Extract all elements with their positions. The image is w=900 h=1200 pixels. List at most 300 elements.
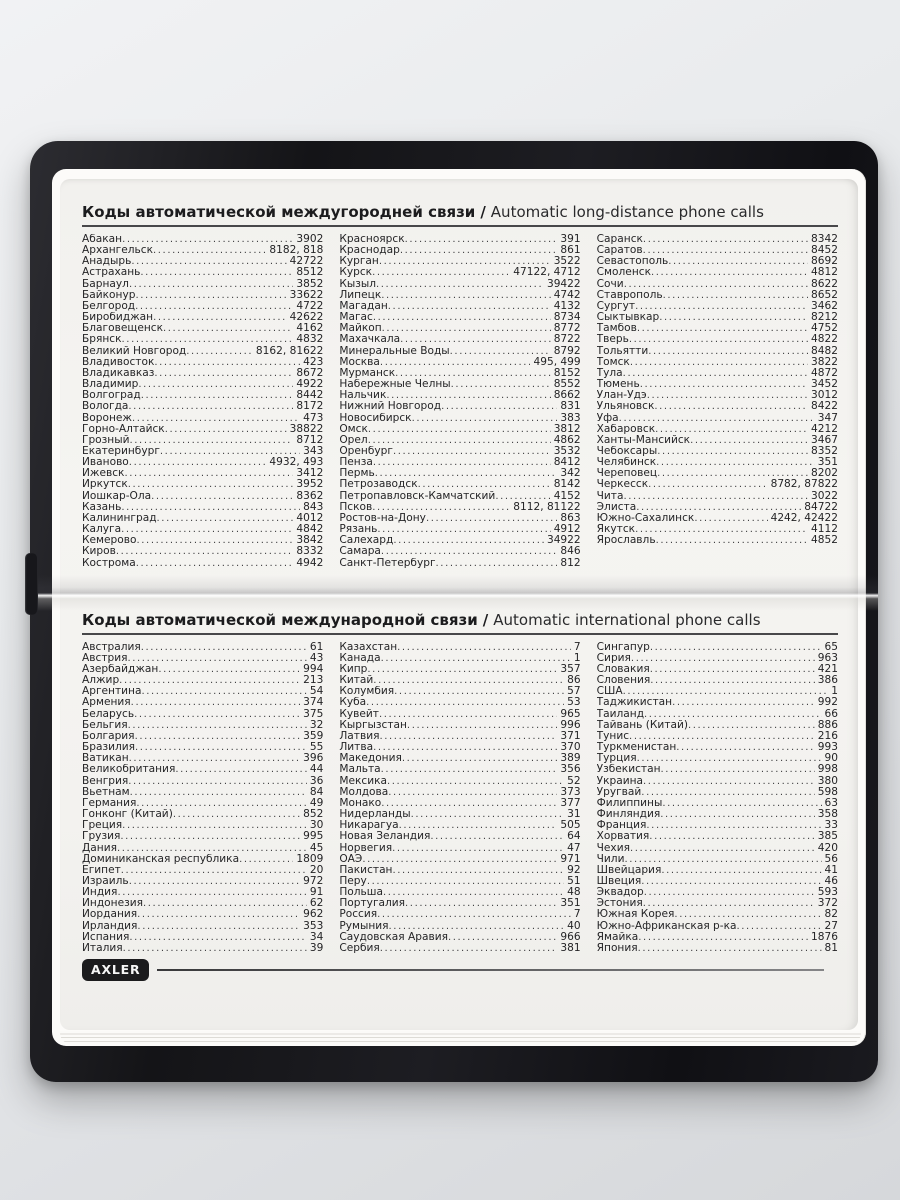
place-name: Липецк	[339, 289, 382, 301]
dot-leader	[367, 876, 564, 887]
dot-leader	[641, 787, 814, 798]
phone-code: 995	[303, 831, 324, 843]
phone-code: 30	[309, 820, 324, 832]
table-row	[82, 697, 323, 708]
place-name: Пенза	[339, 457, 373, 469]
table-row	[339, 731, 580, 742]
place-name: Таиланд	[596, 708, 645, 720]
place-name: Майкоп	[339, 323, 382, 335]
phone-code: 812	[560, 557, 581, 569]
place-name: Перу	[339, 875, 367, 887]
place-name: Рязань	[339, 524, 378, 536]
place-name: Байконур	[82, 289, 136, 301]
phone-code: 358	[817, 809, 838, 821]
table-row	[339, 279, 580, 290]
table-row	[339, 697, 580, 708]
dot-leader	[655, 424, 808, 435]
place-name: Норвегия	[339, 842, 393, 854]
place-name: Чехия	[596, 842, 630, 854]
table-row	[597, 776, 838, 787]
phone-code: 8782, 87822	[770, 479, 838, 491]
dot-leader	[644, 887, 815, 898]
dot-leader	[379, 731, 557, 742]
dot-leader	[659, 312, 808, 323]
dot-leader	[395, 368, 551, 379]
notebook-cover	[30, 141, 878, 1082]
table-row	[597, 697, 838, 708]
table-row	[597, 642, 838, 653]
place-name: Магас	[339, 312, 373, 324]
place-name: Дания	[82, 842, 117, 854]
section-title-ru: Коды автоматической международной связи	[82, 610, 478, 629]
dot-leader	[137, 909, 300, 920]
table-row	[597, 346, 838, 357]
dot-leader	[121, 502, 300, 513]
phone-code: 47	[567, 842, 581, 854]
dot-leader	[646, 820, 821, 831]
phone-code: 863	[560, 512, 581, 524]
table-row	[339, 401, 580, 412]
table-row	[597, 424, 838, 435]
phone-code: 46	[824, 875, 838, 887]
place-name: Мурманск	[339, 367, 396, 379]
phone-code: 31	[567, 809, 581, 821]
dot-leader	[397, 642, 571, 653]
place-name: Пакистан	[339, 864, 393, 876]
phone-code: 33	[824, 820, 838, 832]
dot-leader	[135, 731, 301, 742]
phone-code: 831	[560, 401, 581, 413]
place-name: Доминиканская республика	[82, 853, 240, 865]
place-name: Армения	[82, 697, 131, 709]
dot-leader	[648, 479, 767, 490]
table-row	[339, 809, 580, 820]
place-name: Ватикан	[82, 753, 129, 765]
place-name: Нальчик	[339, 390, 387, 402]
table-row	[597, 675, 838, 686]
table-row	[339, 256, 580, 267]
table-row	[82, 720, 323, 731]
table-row	[597, 446, 838, 457]
place-name: Швейцария	[596, 864, 662, 876]
table-row	[82, 653, 323, 664]
place-name: Пермь	[339, 468, 375, 480]
dot-leader	[138, 379, 293, 390]
table-row	[597, 290, 838, 301]
dot-leader	[135, 301, 293, 312]
place-name: Анадырь	[82, 256, 132, 268]
table-row	[82, 524, 323, 535]
table-row	[82, 932, 323, 943]
place-name: Ямайка	[596, 931, 639, 943]
dot-leader	[136, 798, 306, 809]
phone-code: 353	[303, 920, 324, 932]
phone-code: 4212	[811, 423, 838, 435]
dot-leader	[623, 368, 808, 379]
dot-leader	[160, 446, 300, 457]
phone-code: 965	[560, 708, 581, 720]
dot-leader	[662, 798, 821, 809]
table-row	[339, 357, 580, 368]
dot-leader	[362, 854, 557, 865]
dot-leader	[186, 346, 253, 357]
page-stack	[52, 169, 866, 1046]
table-row	[597, 323, 838, 334]
table-row	[597, 854, 838, 865]
table-row	[597, 831, 838, 842]
place-name: Санкт-Петербург	[339, 557, 436, 569]
place-name: Вьетнам	[82, 786, 130, 798]
place-name: Сингапур	[596, 641, 650, 653]
place-name: Колумбия	[339, 686, 395, 698]
place-name: Петропавловск-Камчатский	[339, 490, 496, 502]
place-name: Горно-Алтайск	[82, 423, 165, 435]
phone-code: 383	[560, 412, 581, 424]
place-name: Грузия	[82, 831, 121, 843]
table-row	[597, 379, 838, 390]
table-row	[82, 887, 323, 898]
dot-leader	[120, 831, 300, 842]
table-row	[597, 686, 838, 697]
dot-leader	[495, 491, 550, 502]
dot-leader	[630, 843, 815, 854]
place-name: Чита	[596, 490, 624, 502]
place-name: Казань	[82, 501, 122, 513]
table-row	[597, 312, 838, 323]
phone-code: 42622	[289, 312, 324, 324]
dot-leader	[123, 943, 307, 954]
phone-code: 423	[303, 356, 324, 368]
table-row	[339, 368, 580, 379]
place-name: Саудовская Аравия	[339, 931, 448, 943]
table-row	[597, 334, 838, 345]
phone-code: 4242, 42422	[770, 512, 838, 524]
table-row	[82, 346, 323, 357]
place-name: Гонконг (Китай)	[82, 809, 173, 821]
phone-code: 8722	[553, 334, 581, 346]
phone-code: 357	[560, 664, 581, 675]
table-row	[82, 401, 323, 412]
table-row	[82, 334, 323, 345]
place-name: Владивосток	[82, 356, 155, 368]
phone-code: 52	[567, 775, 581, 787]
table-row	[82, 843, 323, 854]
dot-leader	[117, 843, 307, 854]
phone-code: 1809	[296, 853, 324, 865]
place-name: Южно-Африканская р-ка	[596, 920, 737, 932]
dot-leader	[136, 535, 293, 546]
phone-code: 8662	[553, 390, 581, 402]
dot-leader	[367, 664, 557, 675]
dot-leader	[638, 932, 808, 943]
phone-code: 962	[303, 909, 324, 921]
phone-code: 4742	[553, 289, 581, 301]
place-name: Улан-Удэ	[596, 390, 647, 402]
dot-leader	[141, 686, 306, 697]
phone-code: 8342	[811, 234, 838, 245]
place-name: Ижевск	[82, 468, 125, 480]
phone-code: 4842	[296, 524, 324, 536]
dot-leader	[643, 776, 815, 787]
dot-leader	[128, 720, 307, 731]
table-row	[339, 664, 580, 675]
header-rule	[82, 633, 838, 635]
table-row	[597, 279, 838, 290]
dot-leader	[128, 479, 294, 490]
dot-leader	[158, 664, 300, 675]
table-row	[597, 401, 838, 412]
phone-code: 3467	[811, 434, 838, 446]
dot-leader	[381, 764, 558, 775]
table-row	[339, 491, 580, 502]
dot-leader	[383, 887, 564, 898]
place-name: Томск	[596, 356, 630, 368]
table-row	[82, 491, 323, 502]
phone-code: 4112	[811, 524, 838, 536]
table-row	[597, 932, 838, 943]
dot-leader	[381, 290, 550, 301]
dot-leader	[239, 854, 293, 865]
phone-code: 34922	[546, 535, 581, 547]
place-name: Тверь	[596, 334, 629, 346]
table-row	[597, 898, 838, 909]
dot-leader	[372, 267, 510, 278]
dot-leader	[129, 279, 293, 290]
phone-code: 3902	[296, 234, 324, 245]
dot-leader	[694, 513, 767, 524]
table-row	[597, 887, 838, 898]
phone-code: 3522	[553, 256, 581, 268]
dot-leader	[154, 357, 300, 368]
phone-code: 4852	[811, 535, 838, 547]
code-column	[597, 642, 838, 954]
place-name: Беларусь	[82, 708, 135, 720]
place-name: Таджикистан	[596, 697, 673, 709]
dot-leader	[640, 379, 808, 390]
table-row	[82, 686, 323, 697]
phone-code: 8442	[296, 390, 324, 402]
phone-code: 4872	[811, 367, 838, 379]
phone-code: 3532	[553, 445, 581, 457]
table-row	[339, 831, 580, 842]
place-name: Мальта	[339, 764, 381, 776]
table-row	[339, 413, 580, 424]
phone-code: 90	[824, 753, 838, 765]
place-name: Курган	[339, 256, 379, 268]
header-rule	[82, 225, 838, 227]
place-name: Барнаул	[82, 278, 129, 290]
place-name: Сургут	[596, 300, 636, 312]
table-row	[339, 720, 580, 731]
table-row	[82, 279, 323, 290]
phone-code: 33622	[289, 289, 324, 301]
table-row	[597, 943, 838, 954]
phone-code: 57	[567, 686, 581, 698]
phone-code: 372	[817, 898, 838, 910]
dot-leader	[122, 820, 307, 831]
phone-code: 861	[560, 245, 581, 257]
dot-leader	[641, 876, 821, 887]
dot-leader	[672, 697, 815, 708]
dot-leader	[638, 943, 822, 954]
phone-code: 8552	[553, 379, 581, 391]
phone-code: 27	[824, 920, 838, 932]
dot-leader	[451, 379, 551, 390]
phone-code: 420	[817, 842, 838, 854]
phone-code: 4912	[553, 524, 581, 536]
phone-code: 8172	[296, 401, 324, 413]
phone-code: 351	[817, 457, 838, 469]
footer-rule	[157, 969, 824, 971]
phone-code: 8692	[811, 256, 838, 268]
place-name: Аргентина	[82, 686, 142, 698]
table-row	[339, 290, 580, 301]
phone-code: 380	[817, 775, 838, 787]
place-name: Махачкала	[339, 334, 401, 346]
phone-code: 3952	[296, 479, 324, 491]
table-row	[339, 798, 580, 809]
dot-leader	[122, 334, 294, 345]
table-row	[597, 753, 838, 764]
table-row	[597, 357, 838, 368]
dot-leader	[393, 446, 551, 457]
dot-leader	[411, 809, 565, 820]
phone-code: 3022	[811, 490, 838, 502]
dot-leader	[129, 876, 300, 887]
dot-leader	[388, 787, 557, 798]
dot-leader	[657, 468, 808, 479]
place-name: Алжир	[82, 675, 120, 687]
phone-code: 86	[567, 675, 581, 687]
phone-code: 3842	[296, 535, 324, 547]
phone-code: 8152	[553, 367, 581, 379]
table-row	[339, 865, 580, 876]
phone-code: 64	[567, 831, 581, 843]
phone-code: 391	[560, 234, 581, 245]
phone-code: 343	[303, 445, 324, 457]
place-name: Краснодар	[339, 245, 400, 257]
table-row	[82, 943, 323, 954]
phone-code: 8352	[811, 445, 838, 457]
phone-code: 421	[817, 664, 838, 675]
place-name: Кызыл	[339, 278, 376, 290]
phone-code: 8772	[553, 323, 581, 335]
place-name: Минеральные Воды	[339, 345, 450, 357]
phone-code: 356	[560, 764, 581, 776]
phone-code: 48	[567, 887, 581, 899]
phone-code: 8512	[296, 267, 324, 279]
phone-code: 34	[309, 931, 324, 943]
place-name: Монако	[339, 797, 382, 809]
place-name: Куба	[339, 697, 367, 709]
table-row	[82, 753, 323, 764]
place-name: Уругвай	[596, 786, 642, 798]
place-name: Владикавказ	[82, 367, 155, 379]
place-name: Брянск	[82, 334, 122, 346]
place-name: Саранск	[596, 234, 643, 245]
table-row	[82, 764, 323, 775]
place-name: Индия	[82, 887, 118, 899]
place-name: Болгария	[82, 730, 135, 742]
dot-leader	[441, 401, 557, 412]
dot-leader	[643, 245, 808, 256]
table-row	[339, 502, 580, 513]
table-row	[339, 854, 580, 865]
place-name: Тайвань (Китай)	[596, 719, 688, 731]
dot-leader	[400, 334, 551, 345]
dot-leader	[631, 653, 815, 664]
phone-code: 4162	[296, 323, 324, 335]
table-row	[339, 876, 580, 887]
table-row	[82, 831, 323, 842]
place-name: Израиль	[82, 875, 129, 887]
dot-leader	[173, 809, 300, 820]
table-row	[597, 764, 838, 775]
place-name: Финляндия	[596, 809, 661, 821]
dot-leader	[381, 546, 558, 557]
place-name: Архангельск	[82, 245, 153, 257]
phone-code: 998	[817, 764, 838, 776]
place-name: Япония	[596, 942, 638, 954]
place-name: Хабаровск	[596, 423, 656, 435]
dot-leader	[690, 435, 808, 446]
title-separator: /	[482, 610, 489, 629]
table-row	[597, 787, 838, 798]
place-name: Саратов	[596, 245, 643, 257]
dot-leader	[141, 390, 294, 401]
place-name: Петрозаводск	[339, 479, 418, 491]
table-row	[82, 234, 323, 245]
phone-code: 593	[817, 887, 838, 899]
phone-code: 43	[309, 652, 324, 664]
dot-leader	[141, 642, 307, 653]
phone-code: 8482	[811, 345, 838, 357]
table-row	[82, 256, 323, 267]
table-row	[82, 368, 323, 379]
section-title-en: Automatic international phone calls	[493, 610, 761, 629]
place-name: Самара	[339, 546, 381, 558]
dot-leader	[430, 831, 564, 842]
dot-leader	[412, 413, 558, 424]
table-row	[339, 513, 580, 524]
place-name: Абакан	[82, 234, 123, 245]
phone-code: 8362	[296, 490, 324, 502]
phone-code: 8112, 81122	[513, 501, 581, 513]
dot-leader	[131, 697, 300, 708]
phone-code: 56	[824, 853, 838, 865]
place-name: Франция	[596, 820, 647, 832]
place-name: Белгород	[82, 300, 136, 312]
phone-code: 51	[567, 875, 581, 887]
phone-code: 846	[560, 546, 581, 558]
phone-code: 359	[303, 730, 324, 742]
dot-leader	[121, 524, 293, 535]
place-name: Узбекистан	[596, 764, 661, 776]
place-name: Австрия	[82, 652, 128, 664]
place-name: Эквадор	[596, 887, 644, 899]
phone-code: 971	[560, 853, 581, 865]
dot-leader	[131, 256, 286, 267]
table-row	[597, 798, 838, 809]
dot-leader	[654, 401, 808, 412]
phone-code: 8162, 81622	[255, 345, 324, 357]
phone-code: 54	[309, 686, 324, 698]
phone-code: 381	[560, 942, 581, 954]
table-row	[597, 709, 838, 720]
table-row	[339, 820, 580, 831]
phone-code: 41	[824, 864, 838, 876]
table-row	[82, 809, 323, 820]
